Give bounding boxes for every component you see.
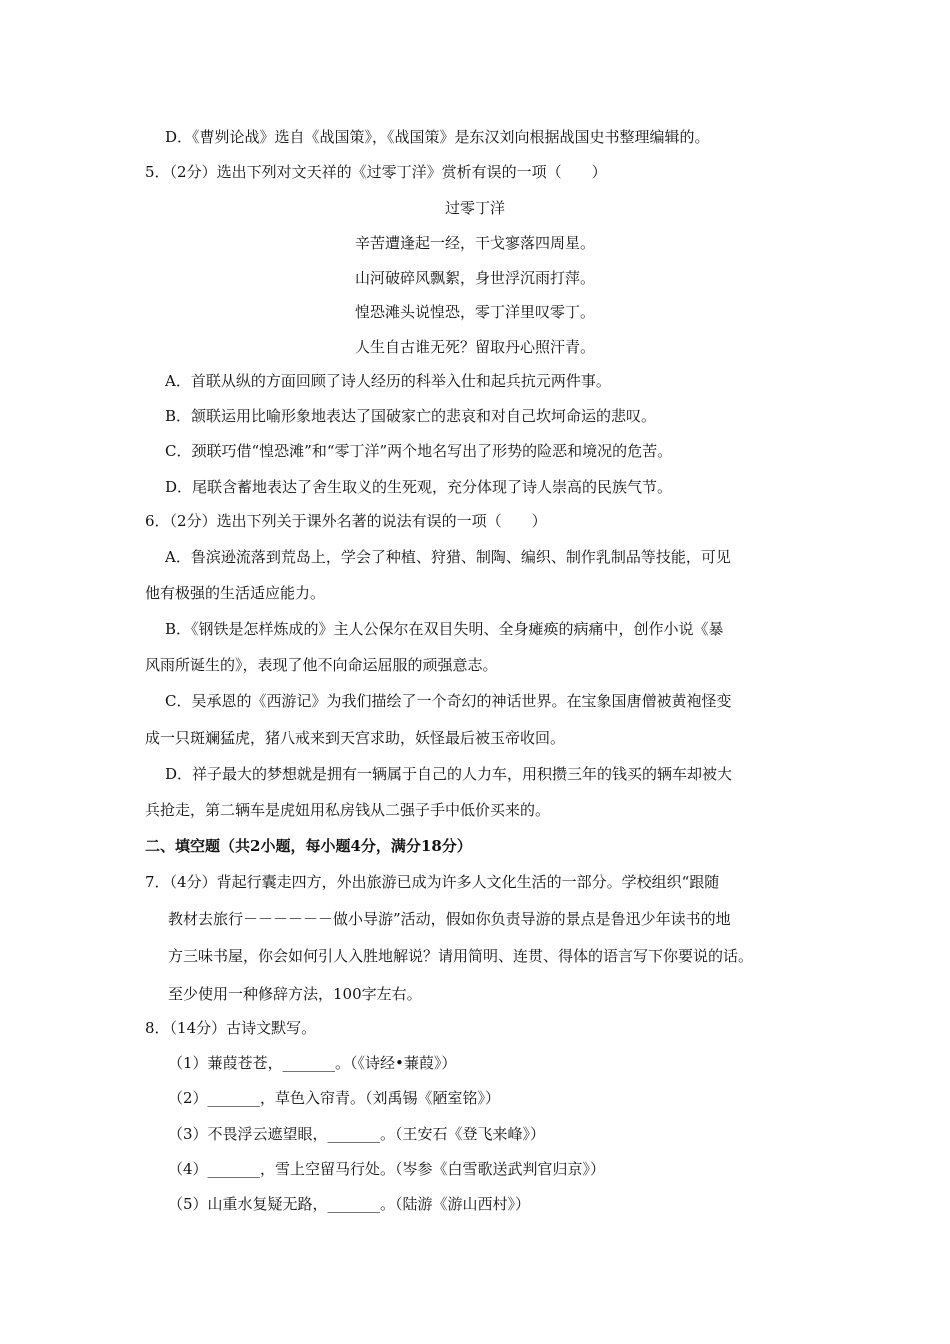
q6-option-d: D．祥子最大的梦想就是拥有一辆属于自己的人力车，用积攒三年的钱买的辆车却被大 <box>165 765 733 783</box>
q6-option-d-cont: 兵抢走，第二辆车是虎妞用私房钱从二强子手中低价买来的。 <box>145 801 551 819</box>
q6-option-b-cont: 风雨所诞生的》，表现了他不向命运屈服的顽强意志。 <box>145 656 498 674</box>
q6-option-b: B．《钢铁是怎样炼成的》主人公保尔在双目失明、全身瘫痪的病痛中，创作小说《暴 <box>165 620 724 638</box>
q6-option-a: A．鲁滨逊流落到荒岛上，学会了种植、狩猎、制陶、编织、制作乳制品等技能，可见 <box>165 548 731 566</box>
poem-line: 辛苦遭逢起一经，干戈寥落四周星。 <box>354 234 595 252</box>
q5-option-b: B．颔联运用比喻形象地表达了国破家亡的悲哀和对自己坎坷命运的悲叹。 <box>165 407 657 425</box>
q8-item: （2）_______，草色入帘青。（刘禹锡《陋室铭》） <box>168 1089 501 1107</box>
q5-option-a: A．首联从纵的方面回顾了诗人经历的科举入仕和起兵抗元两件事。 <box>165 372 611 390</box>
q8-item: （4）_______，雪上空留马行处。（岑参《白雪歌送武判官归京》） <box>168 1160 606 1178</box>
q5-option-c: C．颈联巧借“惶恐滩”和“零丁洋”两个地名写出了形势的险恶和境况的危苦。 <box>165 442 673 460</box>
q7-stem-cont: 方三味书屋，你会如何引人入胜地解说？请用简明、连贯、得体的语言写下你要说的话。 <box>168 947 754 965</box>
q5-stem: 5．（2分）选出下列对文天祥的《过零丁洋》赏析有误的一项（ ） <box>145 163 607 181</box>
poem-title: 过零丁洋 <box>444 199 505 217</box>
q7-stem-cont: 教材去旅行－－－－－－做小导游”活动，假如你负责导游的景点是鲁迅少年读书的地 <box>168 910 731 928</box>
q8-stem: 8．（14分）古诗文默写。 <box>145 1019 317 1037</box>
poem-line: 惶恐滩头说惶恐，零丁洋里叹零丁。 <box>354 303 595 321</box>
section-heading: 二、填空题（共2小题，每小题4分，满分18分） <box>145 837 472 855</box>
q8-item: （3）不畏浮云遮望眼，_______。（王安石《登飞来峰》） <box>168 1125 546 1143</box>
q6-option-a-cont: 他有极强的生活适应能力。 <box>145 584 326 602</box>
poem-line: 人生自古谁无死？留取丹心照汗青。 <box>354 338 595 356</box>
q4-option-d: D．《曹刿论战》选自《战国策》，《战国策》是东汉刘向根据战国史书整理编辑的。 <box>165 128 710 146</box>
q6-option-c-cont: 成一只斑斓猛虎，猪八戒来到天宫求助，妖怪最后被玉帝收回。 <box>145 729 566 747</box>
q7-stem-cont: 至少使用一种修辞方法，100字左右。 <box>168 985 422 1003</box>
q6-option-c: C．吴承恩的《西游记》为我们描绘了一个奇幻的神话世界。在宝象国唐僧被黄袍怪变 <box>165 692 732 710</box>
q6-stem: 6．（2分）选出下列关于课外名著的说法有误的一项（ ） <box>145 512 547 530</box>
q7-stem: 7．（4分）背起行囊走四方，外出旅游已成为许多人文化生活的一部分。学校组织“跟随 <box>145 873 720 891</box>
q5-option-d: D．尾联含蓄地表达了舍生取义的生死观，充分体现了诗人崇高的民族气节。 <box>165 478 673 496</box>
poem-line: 山河破碎风飘絮，身世浮沉雨打萍。 <box>354 269 595 287</box>
q8-item: （5）山重水复疑无路，_______。（陆游《游山西村》） <box>168 1195 531 1213</box>
q8-item: （1）蒹葭苍苍，_______。（《诗经•蒹葭》） <box>168 1054 457 1072</box>
